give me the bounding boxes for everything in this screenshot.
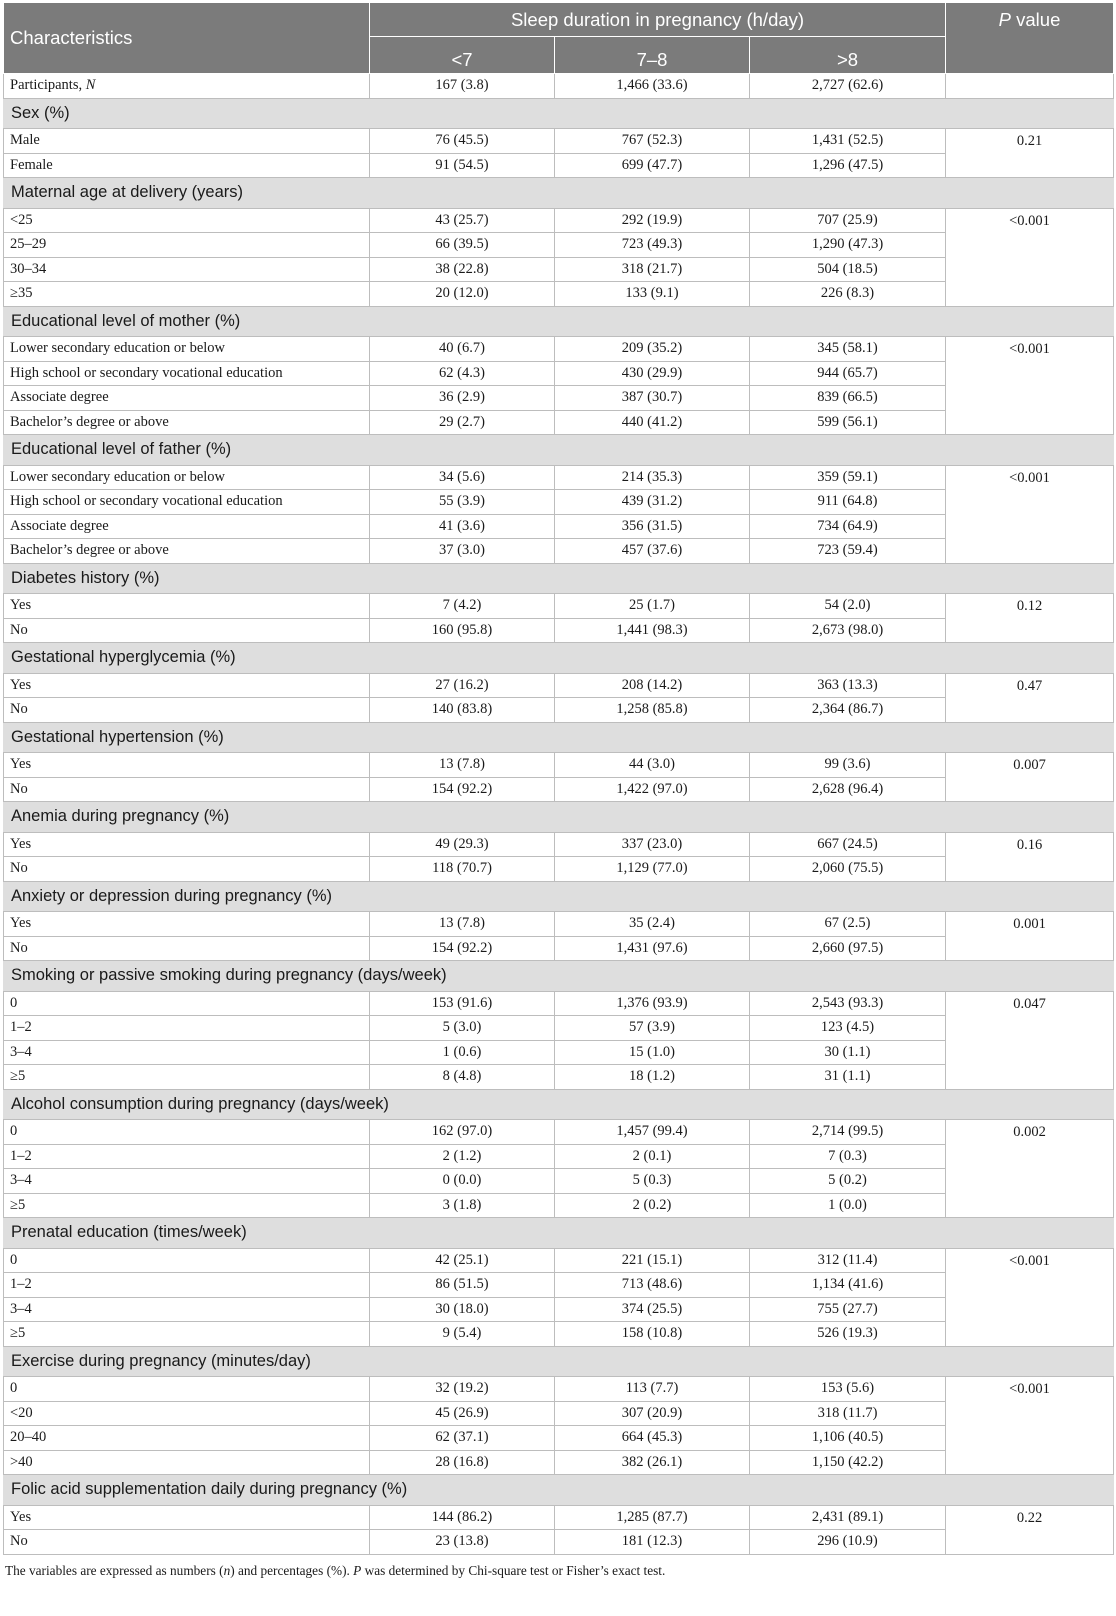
cell-7-8: 1,431 (97.6) — [555, 936, 750, 961]
cell-lt7: 28 (16.8) — [370, 1450, 555, 1475]
cell-gt8: 707 (25.9) — [750, 208, 946, 233]
cell-7-8: 430 (29.9) — [555, 361, 750, 386]
cell-7-8: 2 (0.1) — [555, 1144, 750, 1169]
table-row — [4, 129, 1114, 154]
row-label: ≥5 — [4, 1193, 370, 1218]
cell-7-8: 699 (47.7) — [555, 153, 750, 178]
section-header-row — [4, 643, 1114, 674]
section-title: Exercise during pregnancy (minutes/day) — [4, 1346, 1114, 1377]
table-row — [4, 1377, 1114, 1402]
cell-gt8: 2,060 (75.5) — [750, 857, 946, 882]
table-row — [4, 208, 1114, 233]
section-title: Educational level of father (%) — [4, 435, 1114, 466]
row-label: 0 — [4, 1120, 370, 1145]
section-title: Smoking or passive smoking during pregnancy (days/week) — [4, 961, 1114, 992]
cell-7-8: 1,441 (98.3) — [555, 618, 750, 643]
cell-gt8: 839 (66.5) — [750, 386, 946, 411]
row-label: >40 — [4, 1450, 370, 1475]
row-label: Bachelor’s degree or above — [4, 410, 370, 435]
cell-lt7: 3 (1.8) — [370, 1193, 555, 1218]
row-label: Yes — [4, 912, 370, 937]
section-header-row — [4, 802, 1114, 833]
cell-gt8: 2,628 (96.4) — [750, 777, 946, 802]
section-header-row — [4, 881, 1114, 912]
section-header-row — [4, 306, 1114, 337]
cell-lt7: 62 (4.3) — [370, 361, 555, 386]
cell-gt8: 67 (2.5) — [750, 912, 946, 937]
cell-lt7: 32 (19.2) — [370, 1377, 555, 1402]
table-header — [4, 3, 1114, 74]
row-label: <25 — [4, 208, 370, 233]
cell-lt7: 43 (25.7) — [370, 208, 555, 233]
cell-7-8: 2 (0.2) — [555, 1193, 750, 1218]
cell-gt8: 2,660 (97.5) — [750, 936, 946, 961]
cell-gt8: 1,106 (40.5) — [750, 1426, 946, 1451]
characteristics-table — [3, 2, 1114, 1555]
section-title: Maternal age at delivery (years) — [4, 178, 1114, 209]
cell-7-8: 25 (1.7) — [555, 594, 750, 619]
cell-lt7: 5 (3.0) — [370, 1016, 555, 1041]
cell-7-8: 35 (2.4) — [555, 912, 750, 937]
section-header-row — [4, 435, 1114, 466]
cell-lt7: 118 (70.7) — [370, 857, 555, 882]
table-row — [4, 991, 1114, 1016]
cell-lt7: 42 (25.1) — [370, 1248, 555, 1273]
cell-lt7: 2 (1.2) — [370, 1144, 555, 1169]
cell-7-8: 767 (52.3) — [555, 129, 750, 154]
cell-lt7: 153 (91.6) — [370, 991, 555, 1016]
table-row — [4, 1120, 1114, 1145]
row-label: 25–29 — [4, 233, 370, 258]
row-label: 3–4 — [4, 1169, 370, 1194]
cell-gt8: 31 (1.1) — [750, 1065, 946, 1090]
cell-7-8: 209 (35.2) — [555, 337, 750, 362]
row-label: Associate degree — [4, 514, 370, 539]
cell-gt8: 911 (64.8) — [750, 490, 946, 515]
table-footnote: The variables are expressed as numbers (n) and percentages (%). P was determined by Chi-square test or Fisher’s exact test. — [5, 1562, 666, 1578]
cell-gt8: 296 (10.9) — [750, 1530, 946, 1555]
cell-gt8: 1,134 (41.6) — [750, 1273, 946, 1298]
cell-7-8: 318 (21.7) — [555, 257, 750, 282]
cell-lt7: 13 (7.8) — [370, 753, 555, 778]
cell-lt7: 45 (26.9) — [370, 1401, 555, 1426]
table-container — [3, 2, 1113, 1579]
section-header-row — [4, 1089, 1114, 1120]
row-label: 20–40 — [4, 1426, 370, 1451]
row-label: No — [4, 777, 370, 802]
row-label: Yes — [4, 673, 370, 698]
cell-lt7: 23 (13.8) — [370, 1530, 555, 1555]
cell-p-value: 0.047 — [946, 991, 1114, 1089]
cell-lt7: 30 (18.0) — [370, 1297, 555, 1322]
cell-gt8: 599 (56.1) — [750, 410, 946, 435]
cell-gt8: 526 (19.3) — [750, 1322, 946, 1347]
cell-7-8: 1,129 (77.0) — [555, 857, 750, 882]
cell-7-8: 713 (48.6) — [555, 1273, 750, 1298]
cell-gt8: 2,431 (89.1) — [750, 1505, 946, 1530]
cell-p-value — [946, 74, 1114, 99]
cell-7-8: 18 (1.2) — [555, 1065, 750, 1090]
cell-lt7: 154 (92.2) — [370, 936, 555, 961]
cell-gt8: 5 (0.2) — [750, 1169, 946, 1194]
cell-lt7: 162 (97.0) — [370, 1120, 555, 1145]
cell-gt8: 504 (18.5) — [750, 257, 946, 282]
header-characteristics: Characteristics — [4, 3, 370, 74]
section-title: Diabetes history (%) — [4, 563, 1114, 594]
cell-gt8: 123 (4.5) — [750, 1016, 946, 1041]
row-label: Yes — [4, 594, 370, 619]
table-row — [4, 832, 1114, 857]
row-label: High school or secondary vocational education — [4, 490, 370, 515]
section-header-row — [4, 1475, 1114, 1506]
cell-7-8: 214 (35.3) — [555, 465, 750, 490]
cell-7-8: 664 (45.3) — [555, 1426, 750, 1451]
cell-p-value: <0.001 — [946, 1377, 1114, 1475]
cell-lt7: 36 (2.9) — [370, 386, 555, 411]
cell-p-value: <0.001 — [946, 337, 1114, 435]
cell-p-value: 0.002 — [946, 1120, 1114, 1218]
cell-lt7: 144 (86.2) — [370, 1505, 555, 1530]
cell-lt7: 91 (54.5) — [370, 153, 555, 178]
section-title: Educational level of mother (%) — [4, 306, 1114, 337]
cell-gt8: 944 (65.7) — [750, 361, 946, 386]
row-label: Yes — [4, 753, 370, 778]
header-row — [4, 3, 1114, 37]
row-label: High school or secondary vocational education — [4, 361, 370, 386]
cell-p-value: <0.001 — [946, 208, 1114, 306]
cell-7-8: 439 (31.2) — [555, 490, 750, 515]
cell-7-8: 5 (0.3) — [555, 1169, 750, 1194]
cell-lt7: 167 (3.8) — [370, 74, 555, 99]
row-label: 1–2 — [4, 1273, 370, 1298]
cell-7-8: 723 (49.3) — [555, 233, 750, 258]
section-header-row — [4, 722, 1114, 753]
cell-gt8: 7 (0.3) — [750, 1144, 946, 1169]
cell-gt8: 755 (27.7) — [750, 1297, 946, 1322]
row-label: ≥5 — [4, 1322, 370, 1347]
cell-gt8: 1,290 (47.3) — [750, 233, 946, 258]
cell-lt7: 37 (3.0) — [370, 539, 555, 564]
row-label: Yes — [4, 1505, 370, 1530]
cell-7-8: 356 (31.5) — [555, 514, 750, 539]
table-row — [4, 1505, 1114, 1530]
row-label: No — [4, 698, 370, 723]
cell-lt7: 0 (0.0) — [370, 1169, 555, 1194]
cell-p-value: <0.001 — [946, 465, 1114, 563]
cell-lt7: 49 (29.3) — [370, 832, 555, 857]
cell-gt8: 2,543 (93.3) — [750, 991, 946, 1016]
cell-p-value: <0.001 — [946, 1248, 1114, 1346]
cell-lt7: 29 (2.7) — [370, 410, 555, 435]
cell-7-8: 1,457 (99.4) — [555, 1120, 750, 1145]
cell-7-8: 374 (25.5) — [555, 1297, 750, 1322]
cell-7-8: 1,376 (93.9) — [555, 991, 750, 1016]
row-label: 1–2 — [4, 1016, 370, 1041]
cell-gt8: 345 (58.1) — [750, 337, 946, 362]
row-label: No — [4, 936, 370, 961]
table-row — [4, 337, 1114, 362]
cell-lt7: 86 (51.5) — [370, 1273, 555, 1298]
cell-7-8: 44 (3.0) — [555, 753, 750, 778]
cell-gt8: 363 (13.3) — [750, 673, 946, 698]
cell-lt7: 9 (5.4) — [370, 1322, 555, 1347]
row-label: Female — [4, 153, 370, 178]
section-header-row — [4, 98, 1114, 129]
section-title: Prenatal education (times/week) — [4, 1218, 1114, 1249]
participants-row — [4, 74, 1114, 99]
cell-lt7: 154 (92.2) — [370, 777, 555, 802]
section-header-row — [4, 961, 1114, 992]
cell-lt7: 76 (45.5) — [370, 129, 555, 154]
cell-gt8: 2,364 (86.7) — [750, 698, 946, 723]
row-label: Bachelor’s degree or above — [4, 539, 370, 564]
cell-7-8: 1,422 (97.0) — [555, 777, 750, 802]
section-header-row — [4, 1218, 1114, 1249]
cell-7-8: 15 (1.0) — [555, 1040, 750, 1065]
cell-lt7: 8 (4.8) — [370, 1065, 555, 1090]
cell-lt7: 62 (37.1) — [370, 1426, 555, 1451]
cell-7-8: 113 (7.7) — [555, 1377, 750, 1402]
cell-gt8: 99 (3.6) — [750, 753, 946, 778]
cell-7-8: 221 (15.1) — [555, 1248, 750, 1273]
cell-p-value: 0.007 — [946, 753, 1114, 802]
row-label: <20 — [4, 1401, 370, 1426]
section-title: Gestational hyperglycemia (%) — [4, 643, 1114, 674]
row-label: 1–2 — [4, 1144, 370, 1169]
header-p-value: P value — [946, 3, 1114, 74]
cell-lt7: 20 (12.0) — [370, 282, 555, 307]
cell-lt7: 41 (3.6) — [370, 514, 555, 539]
cell-gt8: 723 (59.4) — [750, 539, 946, 564]
header-lt7: <7 — [370, 37, 555, 74]
cell-lt7: 7 (4.2) — [370, 594, 555, 619]
row-label: 0 — [4, 1377, 370, 1402]
cell-lt7: 13 (7.8) — [370, 912, 555, 937]
row-label: Yes — [4, 832, 370, 857]
cell-lt7: 34 (5.6) — [370, 465, 555, 490]
cell-7-8: 208 (14.2) — [555, 673, 750, 698]
cell-gt8: 1,431 (52.5) — [750, 129, 946, 154]
row-label: 0 — [4, 1248, 370, 1273]
cell-p-value: 0.47 — [946, 673, 1114, 722]
cell-lt7: 66 (39.5) — [370, 233, 555, 258]
cell-lt7: 27 (16.2) — [370, 673, 555, 698]
cell-p-value: 0.12 — [946, 594, 1114, 643]
cell-gt8: 2,727 (62.6) — [750, 74, 946, 99]
cell-7-8: 1,258 (85.8) — [555, 698, 750, 723]
cell-lt7: 40 (6.7) — [370, 337, 555, 362]
table-row — [4, 753, 1114, 778]
row-label: No — [4, 1530, 370, 1555]
section-header-row — [4, 178, 1114, 209]
table-body — [4, 74, 1114, 1555]
cell-lt7: 55 (3.9) — [370, 490, 555, 515]
row-label: 30–34 — [4, 257, 370, 282]
cell-gt8: 312 (11.4) — [750, 1248, 946, 1273]
cell-gt8: 734 (64.9) — [750, 514, 946, 539]
header-7-8: 7–8 — [555, 37, 750, 74]
row-label: Male — [4, 129, 370, 154]
cell-7-8: 440 (41.2) — [555, 410, 750, 435]
table-row — [4, 673, 1114, 698]
cell-gt8: 318 (11.7) — [750, 1401, 946, 1426]
row-label: No — [4, 857, 370, 882]
section-header-row — [4, 563, 1114, 594]
section-title: Anxiety or depression during pregnancy (%) — [4, 881, 1114, 912]
row-label: No — [4, 618, 370, 643]
section-title: Sex (%) — [4, 98, 1114, 129]
participants-label: Participants, N — [4, 74, 370, 99]
cell-gt8: 1,150 (42.2) — [750, 1450, 946, 1475]
cell-7-8: 133 (9.1) — [555, 282, 750, 307]
section-title: Gestational hypertension (%) — [4, 722, 1114, 753]
cell-7-8: 337 (23.0) — [555, 832, 750, 857]
cell-7-8: 181 (12.3) — [555, 1530, 750, 1555]
cell-gt8: 359 (59.1) — [750, 465, 946, 490]
section-title: Anemia during pregnancy (%) — [4, 802, 1114, 833]
cell-7-8: 57 (3.9) — [555, 1016, 750, 1041]
cell-p-value: 0.21 — [946, 129, 1114, 178]
cell-7-8: 307 (20.9) — [555, 1401, 750, 1426]
row-label: 3–4 — [4, 1297, 370, 1322]
cell-7-8: 1,466 (33.6) — [555, 74, 750, 99]
cell-lt7: 38 (22.8) — [370, 257, 555, 282]
row-label: ≥5 — [4, 1065, 370, 1090]
cell-7-8: 457 (37.6) — [555, 539, 750, 564]
cell-p-value: 0.22 — [946, 1505, 1114, 1554]
row-label: 0 — [4, 991, 370, 1016]
cell-7-8: 292 (19.9) — [555, 208, 750, 233]
cell-gt8: 54 (2.0) — [750, 594, 946, 619]
cell-gt8: 153 (5.6) — [750, 1377, 946, 1402]
table-row — [4, 594, 1114, 619]
cell-lt7: 140 (83.8) — [370, 698, 555, 723]
section-title: Alcohol consumption during pregnancy (days/week) — [4, 1089, 1114, 1120]
row-label: 3–4 — [4, 1040, 370, 1065]
cell-gt8: 226 (8.3) — [750, 282, 946, 307]
row-label: Associate degree — [4, 386, 370, 411]
cell-gt8: 2,673 (98.0) — [750, 618, 946, 643]
cell-7-8: 387 (30.7) — [555, 386, 750, 411]
header-sleep-duration: Sleep duration in pregnancy (h/day) — [370, 3, 946, 37]
cell-7-8: 1,285 (87.7) — [555, 1505, 750, 1530]
row-label: Lower secondary education or below — [4, 465, 370, 490]
section-header-row — [4, 1346, 1114, 1377]
cell-gt8: 1,296 (47.5) — [750, 153, 946, 178]
cell-lt7: 1 (0.6) — [370, 1040, 555, 1065]
cell-gt8: 30 (1.1) — [750, 1040, 946, 1065]
section-title: Folic acid supplementation daily during pregnancy (%) — [4, 1475, 1114, 1506]
cell-p-value: 0.16 — [946, 832, 1114, 881]
cell-lt7: 160 (95.8) — [370, 618, 555, 643]
table-row — [4, 912, 1114, 937]
header-gt8: >8 — [750, 37, 946, 74]
cell-gt8: 667 (24.5) — [750, 832, 946, 857]
cell-p-value: 0.001 — [946, 912, 1114, 961]
cell-gt8: 2,714 (99.5) — [750, 1120, 946, 1145]
table-row — [4, 1248, 1114, 1273]
row-label: Lower secondary education or below — [4, 337, 370, 362]
table-row — [4, 465, 1114, 490]
row-label: ≥35 — [4, 282, 370, 307]
cell-7-8: 382 (26.1) — [555, 1450, 750, 1475]
cell-7-8: 158 (10.8) — [555, 1322, 750, 1347]
cell-gt8: 1 (0.0) — [750, 1193, 946, 1218]
